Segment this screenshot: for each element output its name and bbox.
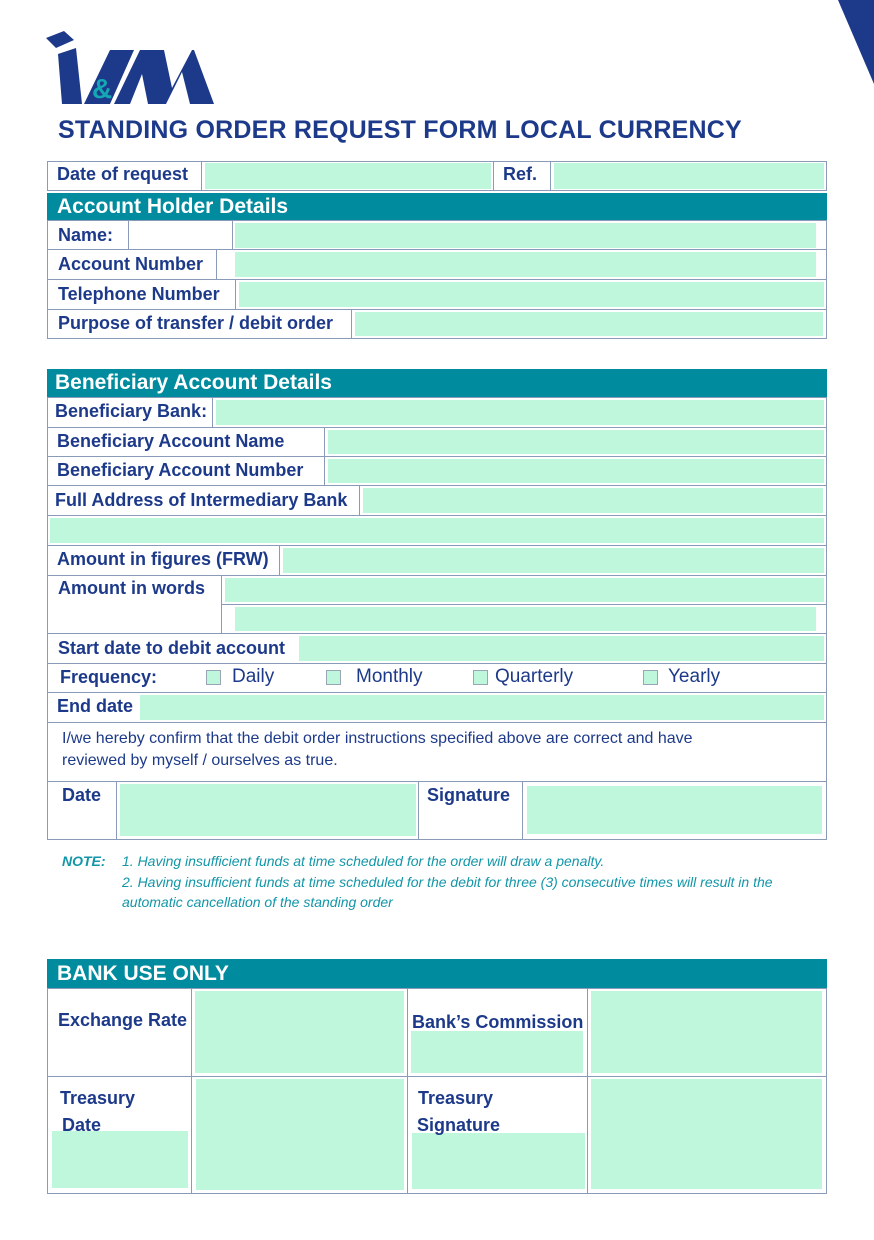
intermediary-bank-field[interactable] [363,488,823,513]
signature-label: Signature [427,785,511,805]
beneficiary-account-name-field[interactable] [328,430,824,454]
name-field[interactable] [235,223,816,248]
ref-label: Ref. [503,164,538,184]
ref-field[interactable] [554,163,824,189]
treasury-signature-field-small[interactable] [412,1133,585,1189]
treasury-signature-label-1: Treasury [418,1088,494,1108]
amount-words-label: Amount in words [58,578,205,598]
purpose-field[interactable] [355,312,823,336]
signature-field[interactable] [527,786,822,834]
intermediary-bank-label: Full Address of Intermediary Bank [55,490,348,510]
beneficiary-bank-field[interactable] [216,400,824,425]
confirmation-text-2: reviewed by myself / ourselves as true. [62,752,338,769]
monthly-checkbox[interactable] [326,670,341,685]
frequency-label: Frequency: [60,667,158,687]
im-bank-logo [44,28,216,108]
date-field[interactable] [120,784,416,836]
beneficiary-account-number-label: Beneficiary Account Number [57,460,304,480]
date-of-request-field[interactable] [205,163,491,189]
beneficiary-account-number-field[interactable] [328,459,824,483]
yearly-option-label: Yearly [668,666,721,687]
note-line-2: 2. Having insufficient funds at time scheduled for the debit for three (3) consecutive times will result in the [122,874,773,890]
commission-field-small[interactable] [411,1031,583,1073]
daily-option-label: Daily [232,666,275,687]
corner-ribbon [838,0,874,84]
commission-field[interactable] [591,991,822,1073]
end-date-field[interactable] [140,695,824,720]
treasury-date-label-2: Date [62,1115,102,1135]
date-of-request-label: Date of request [57,164,189,184]
name-label: Name: [58,225,114,245]
end-date-label: End date [57,696,134,716]
treasury-date-field[interactable] [196,1079,404,1190]
quarterly-option-label: Quarterly [495,666,574,687]
amount-words-field-2[interactable] [235,607,816,631]
quarterly-checkbox[interactable] [473,670,488,685]
svg-text:&: & [92,73,113,104]
account-number-field[interactable] [235,252,816,277]
amount-words-field-1[interactable] [225,578,824,602]
exchange-rate-label: Exchange Rate [58,1010,188,1030]
exchange-rate-field[interactable] [195,991,404,1073]
account-number-label: Account Number [58,254,204,274]
treasury-date-field-small[interactable] [52,1131,188,1188]
page-title: STANDING ORDER REQUEST FORM LOCAL CURRENCY [58,116,742,144]
beneficiary-account-name-label: Beneficiary Account Name [57,431,285,451]
yearly-checkbox[interactable] [643,670,658,685]
confirmation-text-1: I/we hereby confirm that the debit order instructions specified above are correct and have [62,730,693,747]
note-line-3: automatic cancellation of the standing order [122,894,393,910]
treasury-date-label-1: Treasury [60,1088,136,1108]
amount-figures-label: Amount in figures (FRW) [57,549,269,569]
intermediary-bank-field-2[interactable] [50,518,824,543]
start-date-field[interactable] [299,636,824,661]
treasury-signature-field[interactable] [591,1079,822,1189]
monthly-option-label: Monthly [356,666,423,687]
amount-figures-field[interactable] [283,548,824,573]
beneficiary-heading: Beneficiary Account Details [47,369,827,397]
purpose-label: Purpose of transfer / debit order [58,313,334,333]
bank-use-heading: BANK USE ONLY [47,959,827,988]
start-date-label: Start date to debit account [58,638,286,658]
treasury-signature-label-2: Signature [417,1115,501,1135]
telephone-label: Telephone Number [58,284,220,304]
daily-checkbox[interactable] [206,670,221,685]
note-line-1: 1. Having insufficient funds at time scheduled for the order will draw a penalty. [122,853,605,869]
commission-label: Bank’s Commission [412,1012,584,1032]
telephone-field[interactable] [239,282,824,307]
account-holder-heading: Account Holder Details [47,193,827,220]
date-label: Date [62,785,102,805]
beneficiary-bank-label: Beneficiary Bank: [55,401,208,421]
note-label: NOTE: [62,853,106,869]
